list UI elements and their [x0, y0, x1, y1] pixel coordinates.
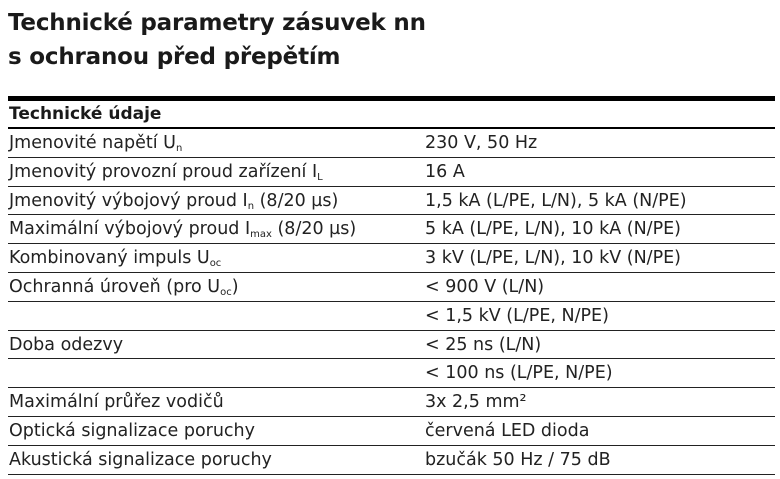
- parameter-value: 16 A: [425, 161, 465, 182]
- parameter-value: 230 V, 50 Hz: [425, 133, 538, 153]
- parameter-label: [8, 359, 425, 387]
- parameter-value: 3x 2,5 mm²: [425, 392, 527, 413]
- parameter-value: 3 kV (L/PE, L/N), 10 kV (N/PE): [425, 248, 682, 269]
- parameter-label: [8, 244, 425, 272]
- label-text: Doba odezvy: [9, 334, 124, 355]
- parameter-label: [8, 215, 425, 243]
- title-line-2: s ochranou před přepětím: [8, 44, 341, 70]
- label-subscript: n: [247, 200, 255, 212]
- table-row: [8, 302, 775, 331]
- title-line-1: Technické parametry zásuvek nn: [8, 10, 426, 36]
- parameter-label: [8, 158, 425, 186]
- table-row: [8, 129, 775, 158]
- label-text: Maximální průřez vodičů: [9, 392, 224, 413]
- label-suffix: (8/20 µs): [254, 190, 339, 211]
- label-text: Jmenovitý provozní proud zařízení I: [9, 161, 318, 182]
- label-subscript: n: [175, 143, 183, 154]
- parameter-value: 1,5 kA (L/PE, L/N), 5 kA (N/PE): [425, 190, 687, 211]
- label-text: Kombinovaný impuls U: [9, 248, 210, 269]
- label-suffix: ): [231, 276, 239, 297]
- parameter-value: < 100 ns (L/PE, N/PE): [425, 363, 613, 384]
- parameter-label: [8, 273, 425, 301]
- table-row: [8, 388, 775, 417]
- parameter-label: [8, 417, 425, 445]
- label-text: Maximální výbojový proud I: [9, 219, 251, 240]
- parameter-value: < 900 V (L/N): [425, 276, 545, 297]
- label-subscript: oc: [220, 286, 232, 298]
- spec-table: [8, 101, 775, 475]
- label-text: Ochranná úroveň (pro U: [9, 276, 221, 297]
- label-text: Jmenovité napětí U: [9, 133, 176, 153]
- table-body: [8, 129, 775, 475]
- parameter-label: [8, 331, 425, 359]
- table-row: [8, 359, 775, 388]
- table-section-header: Technické údaje: [8, 101, 775, 129]
- parameter-label: [8, 302, 425, 330]
- label-subscript: max: [250, 229, 272, 241]
- parameter-label: [8, 129, 425, 157]
- table-row: [8, 446, 775, 475]
- table-row: [8, 187, 775, 216]
- parameter-value: 5 kA (L/PE, L/N), 10 kA (N/PE): [425, 219, 682, 240]
- label-text: Akustická signalizace poruchy: [9, 449, 272, 470]
- table-row: [8, 417, 775, 446]
- table-row: [8, 331, 775, 360]
- parameter-label: [8, 446, 425, 474]
- label-suffix: (8/20 µs): [271, 219, 357, 240]
- parameter-value: červená LED dioda: [425, 420, 590, 441]
- label-text: Optická signalizace poruchy: [9, 420, 255, 441]
- table-row: [8, 244, 775, 273]
- parameter-label: [8, 187, 425, 215]
- table-row: [8, 158, 775, 187]
- table-row: [8, 215, 775, 244]
- parameter-label: [8, 388, 425, 416]
- parameter-value: < 25 ns (L/N): [425, 334, 542, 355]
- label-text: Jmenovitý výbojový proud I: [9, 190, 248, 211]
- label-subscript: L: [317, 171, 323, 183]
- parameter-value: bzučák 50 Hz / 75 dB: [425, 449, 611, 470]
- page-title: [8, 6, 426, 74]
- label-subscript: oc: [209, 258, 222, 270]
- parameter-value: < 1,5 kV (L/PE, N/PE): [425, 305, 609, 326]
- table-row: [8, 273, 775, 302]
